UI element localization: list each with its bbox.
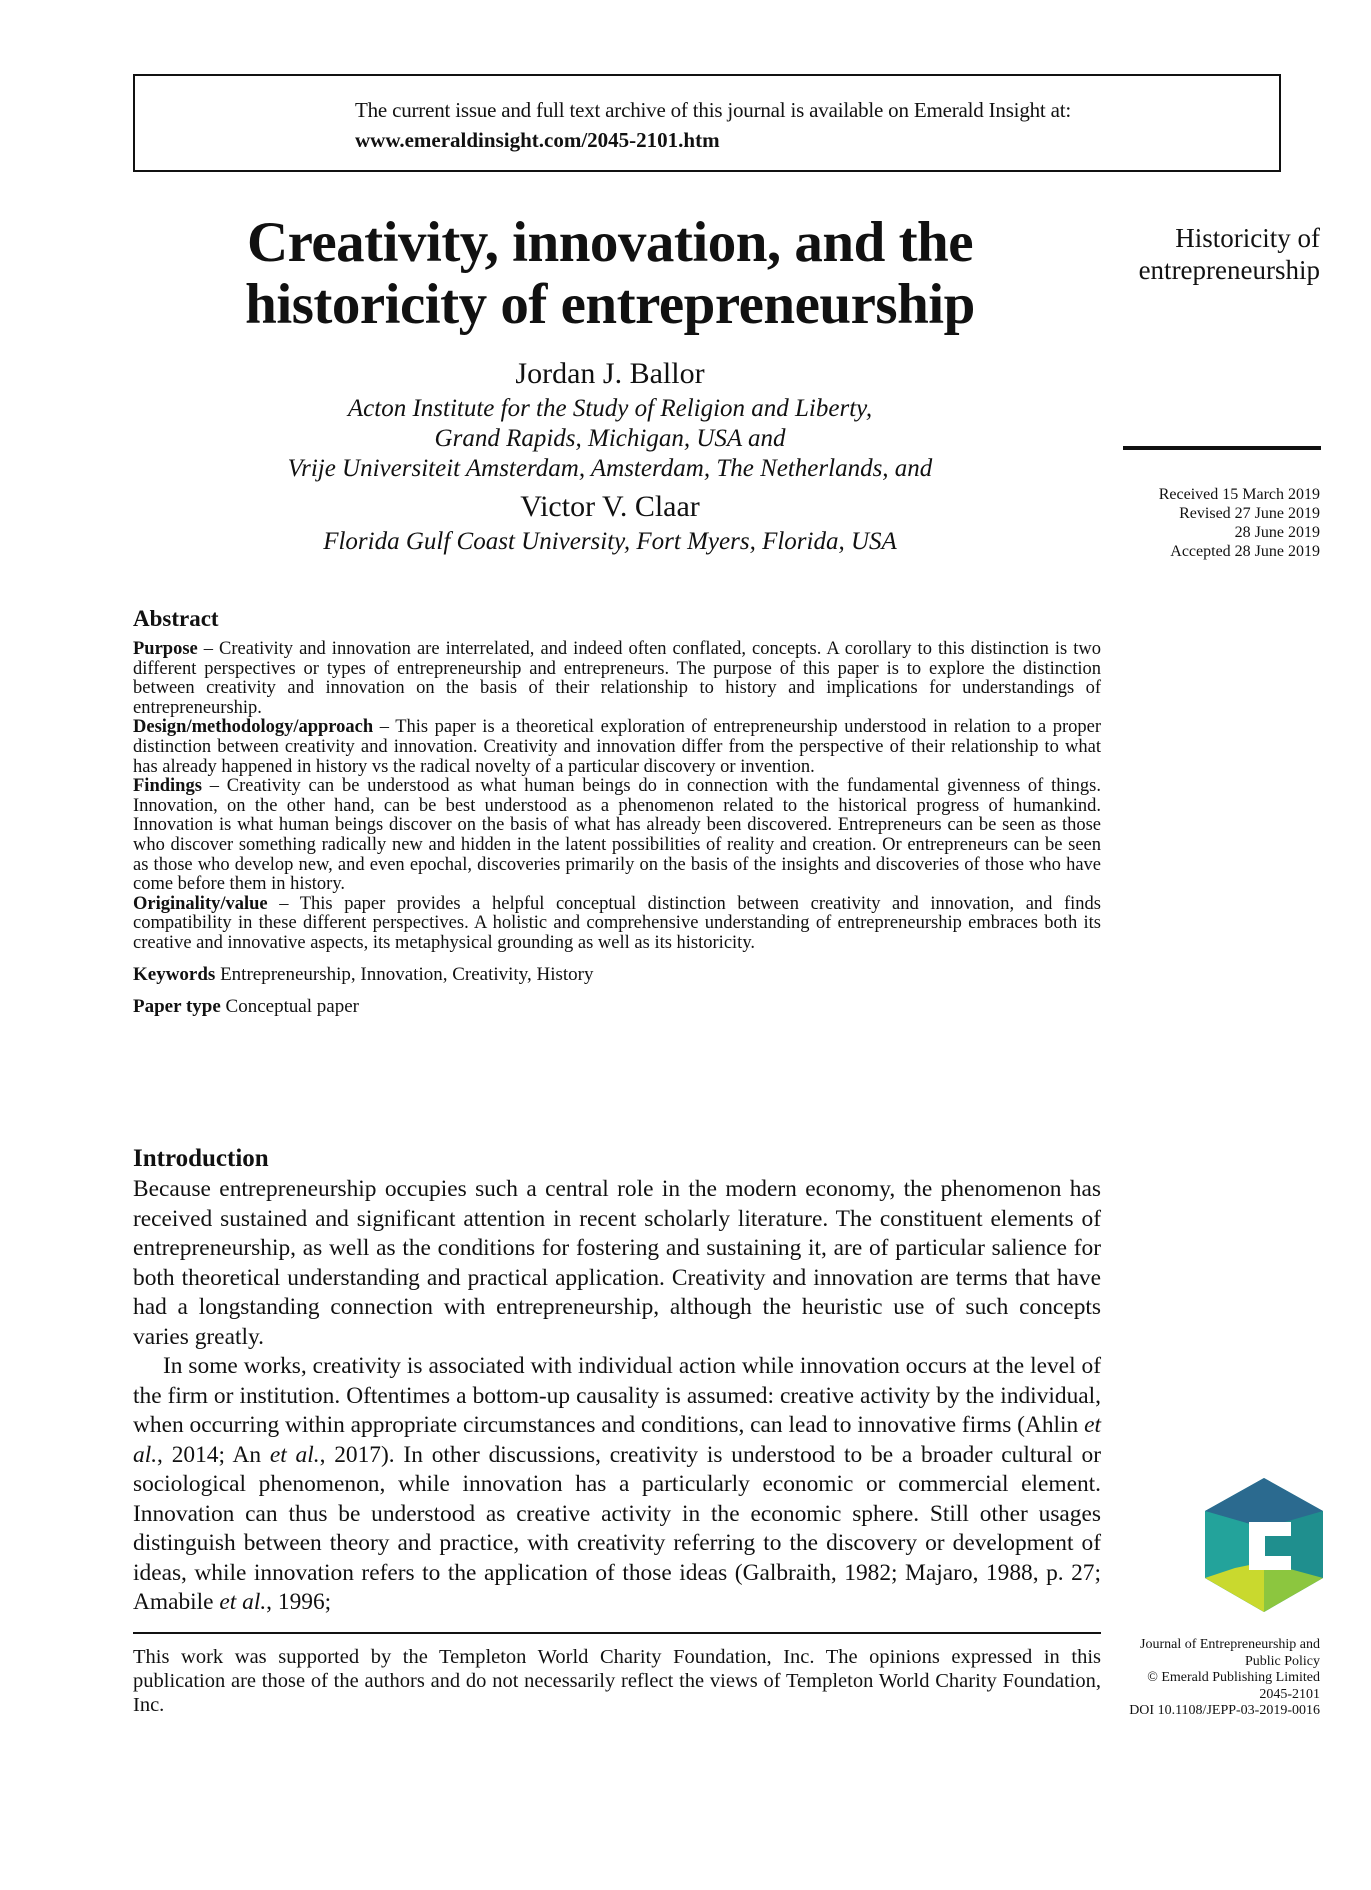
citation-etal: et al.: [133, 1412, 1101, 1468]
abstract-findings: [133, 777, 1101, 895]
journal-url-link[interactable]: www.emeraldinsight.com/2045-2101.htm: [355, 128, 720, 152]
paragraph-text: , 2014; An: [157, 1441, 270, 1468]
journal-info: [1080, 1637, 1320, 1720]
findings-label: Findings: [133, 776, 202, 797]
abstract-design: [133, 718, 1101, 777]
design-text: – This paper is a theoretical exploration of entrepreneurship understood in relation to a proper distinction between creativity and innovation. Creativity and innovation differ from the perspective of their relationship to what has already happened in history vs the radical novelty of a particular discovery or invention.: [133, 717, 1101, 777]
purpose-text: – Creativity and innovation are interrelated, and indeed often conflated, concepts. A corollary to this distinction is two different perspectives or types of entrepreneurship and entrepreneurs. The purpose of this paper is to explore the distinction between creativity and innovation on the basis of their relationship to history and implications for understandings of entrepreneurship.: [133, 639, 1101, 718]
author-name-2: Victor V. Claar: [520, 490, 700, 523]
notice-text: The current issue and full text archive of this journal is available on Emerald Insight at:: [355, 98, 1071, 122]
originality-label: Originality/value: [133, 893, 268, 914]
abstract-originality: [133, 895, 1101, 954]
paragraph-text: In some works, creativity is associated with individual action while innovation occurs at the level of the firm or institution. Oftentimes a bottom-up causality is assumed: creative activity by the individual, when occurring within appropriate circumstances and conditions, can lead to innovative firms (Ahlin: [133, 1353, 1101, 1438]
received-date: Received 15 March 2019: [1158, 486, 1320, 503]
author-affiliation-1: [170, 394, 1050, 484]
affiliation-line: Florida Gulf Coast University, Fort Myers, Florida, USA: [323, 528, 897, 555]
journal-access-notice: [133, 74, 1281, 172]
paper-type: [133, 996, 1101, 1018]
running-head-line-2: entrepreneurship: [1138, 255, 1320, 285]
introduction-section: [133, 1145, 1101, 1618]
abstract-heading: Abstract: [133, 606, 219, 631]
abstract-section: [133, 606, 1101, 1018]
emerald-logo-icon: [1205, 1478, 1323, 1612]
paper-title: [170, 212, 1050, 336]
accepted-date: Accepted 28 June 2019: [1170, 543, 1320, 560]
paper-type-label: Paper type: [133, 995, 221, 1017]
author-affiliation-2: [170, 527, 1050, 557]
affiliation-line: Vrije Universiteit Amsterdam, Amsterdam, The Netherlands, and: [287, 455, 933, 482]
findings-text: – Creativity can be understood as what human beings do in connection with the fundamental givenness of things. Innovation, on the other hand, can be best understood as a phenomenon related to the historical progress of humankind. Innovation is what human beings discover on the basis of what has already been discovered. Entrepreneurs can be seen as those who discover something radically new and hidden in the latent possibilities of reality and creation. Or entrepreneurs can be seen as those who develop new, and even epochal, discoveries primarily on the basis of the insights and discoveries of those who have come before them in history.: [133, 776, 1101, 895]
paragraph-text: , 1996;: [266, 1589, 332, 1615]
affiliation-line: Acton Institute for the Study of Religion and Liberty,: [347, 395, 873, 422]
footnote-divider: [133, 1632, 1101, 1634]
running-head-line-1: Historicity of: [1175, 223, 1320, 253]
running-head: [1080, 222, 1320, 286]
abstract-purpose: [133, 640, 1101, 718]
journal-name-line-2: Public Policy: [1244, 1653, 1320, 1669]
copyright: © Emerald Publishing Limited: [1147, 1670, 1320, 1685]
author-name-1: Jordan J. Ballor: [515, 357, 705, 390]
issn: 2045-2101: [1259, 1686, 1320, 1702]
intro-paragraph-1: Because entrepreneurship occupies such a central role in the modern economy, the phenomenon has received sustained and significant attention in recent scholarly literature. The constituent elements of entrepreneurship, as well as the conditions for fostering and sustaining it, are of particular salience for both theoretical understanding and practical application. Creativity and innovation are terms that have had a longstanding connection with entrepreneurship, although the heuristic use of such concepts varies greatly.: [133, 1176, 1101, 1350]
title-line-1: Creativity, innovation, and the: [246, 211, 974, 274]
revised-date-2: 28 June 2019: [1234, 524, 1320, 541]
keywords-label: Keywords: [133, 963, 216, 985]
citation-etal: et al.: [269, 1441, 320, 1468]
doi: DOI 10.1108/JEPP-03-2019-0016: [1129, 1703, 1320, 1718]
title-line-2: historicity of entrepreneurship: [245, 273, 975, 336]
keywords: [133, 964, 1101, 986]
design-label: Design/methodology/approach: [133, 717, 374, 738]
affiliation-line: Grand Rapids, Michigan, USA and: [434, 425, 786, 452]
citation-etal: et al.: [219, 1589, 267, 1615]
submission-dates: [1080, 485, 1320, 561]
funding-footnote: This work was supported by the Templeton World Charity Foundation, Inc. The opinions expressed in this publication are those of the authors and do not necessarily reflect the views of Templeton World Charity Foundation, Inc.: [133, 1646, 1101, 1716]
margin-divider: [1123, 446, 1321, 450]
revised-date-1: Revised 27 June 2019: [1179, 505, 1320, 522]
intro-paragraph-2: [133, 1352, 1101, 1618]
introduction-heading: Introduction: [133, 1145, 269, 1172]
paper-type-text: Conceptual paper: [220, 995, 360, 1017]
paragraph-text: , 2017). In other discussions, creativity is understood to be a broader cultural or sociological phenomenon, while innovation has a particularly economic or commercial element. Innovation can thus be understood as creative activity in the economic sphere. Still other usages distinguish between theory and practice, with creativity referring to the discovery or development of ideas, while innovation refers to the application of those ideas (Galbraith, 1982; Majaro, 1988, p. 27; Amabile: [133, 1441, 1101, 1615]
originality-text: – This paper provides a helpful conceptual distinction between creativity and innovation, and finds compatibility in these different perspectives. A holistic and comprehensive understanding of entrepreneurship embraces both its creative and innovative aspects, its metaphysical grounding as well as its historicity.: [133, 893, 1101, 953]
journal-name-line-1: Journal of Entrepreneurship and: [1140, 1637, 1320, 1652]
keywords-text: Entrepreneurship, Innovation, Creativity, History: [215, 963, 594, 985]
purpose-label: Purpose: [133, 639, 198, 659]
